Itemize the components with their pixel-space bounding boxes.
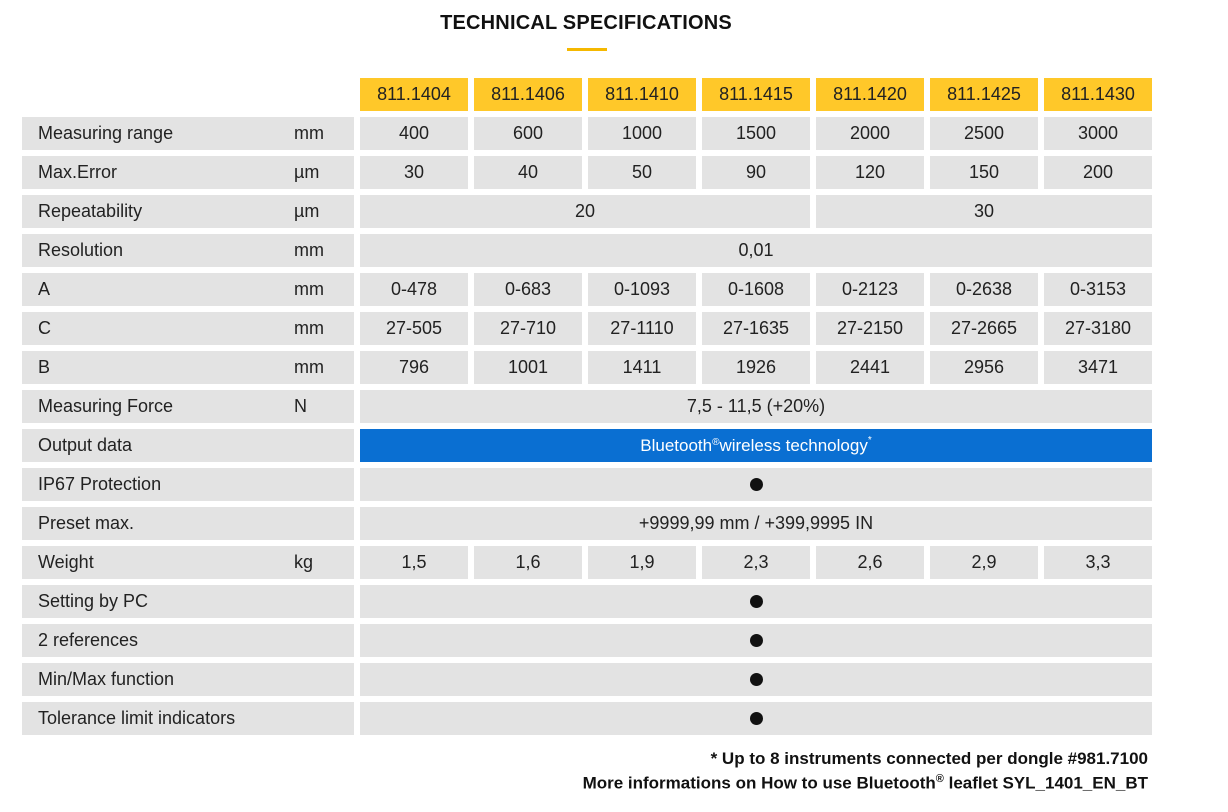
value-cell: 2,6: [816, 546, 924, 579]
label-text: Output data: [38, 435, 133, 455]
label-text: Measuring Force: [38, 396, 174, 416]
value-cell: [360, 624, 1152, 657]
page-title: TECHNICAL SPECIFICATIONS: [440, 12, 732, 34]
registered-mark: ®: [935, 773, 944, 785]
unit-text: kg: [294, 552, 314, 572]
value-cell: 2956: [930, 351, 1038, 384]
value-cell: [360, 468, 1152, 501]
value-cell: 0-1608: [702, 273, 810, 306]
row-label-minmax: [22, 663, 354, 696]
bluetooth-value-cell: [360, 429, 1152, 462]
label-text: Preset max.: [38, 513, 135, 533]
spec-table: [22, 78, 1152, 735]
value-cell: 27-3180: [1044, 312, 1152, 345]
value-cell: 2,9: [930, 546, 1038, 579]
value-cell: 7,5 - 11,5 (+20%): [360, 390, 1152, 423]
row-label-weight: [22, 546, 354, 579]
model-header: 811.1406: [474, 78, 582, 111]
unit-text: N: [294, 396, 307, 416]
unit-text: mm: [294, 318, 324, 338]
label-text: Tolerance limit indicators: [38, 708, 236, 728]
value-cell: 0-478: [360, 273, 468, 306]
registered-mark: ®: [712, 437, 720, 448]
filled-dot-icon: [750, 478, 763, 491]
unit-text: mm: [294, 240, 324, 260]
label-text: Max.Error: [38, 162, 118, 182]
unit-text: µm: [294, 162, 320, 182]
filled-dot-icon: [750, 595, 763, 608]
row-label-repeatability: [22, 195, 354, 228]
value-cell: 400: [360, 117, 468, 150]
value-cell: 50: [588, 156, 696, 189]
label-text: Repeatability: [38, 201, 143, 221]
value-cell: 40: [474, 156, 582, 189]
value-cell: 90: [702, 156, 810, 189]
value-cell: 1,5: [360, 546, 468, 579]
asterisk-mark: *: [867, 435, 872, 446]
row-label-measuring-range: [22, 117, 354, 150]
value-cell: 20: [360, 195, 810, 228]
value-cell: 27-1110: [588, 312, 696, 345]
label-text: C: [38, 318, 51, 338]
filled-dot-icon: [750, 634, 763, 647]
value-cell: [360, 702, 1152, 735]
value-cell: 30: [360, 156, 468, 189]
row-label-preset-max: [22, 507, 354, 540]
label-text: A: [38, 279, 51, 299]
label-text: IP67 Protection: [38, 474, 162, 494]
value-cell: 1,6: [474, 546, 582, 579]
label-text: Weight: [38, 552, 94, 572]
row-label-two-references: [22, 624, 354, 657]
value-cell: 1411: [588, 351, 696, 384]
filled-dot-icon: [750, 712, 763, 725]
label-text: Resolution: [38, 240, 124, 260]
value-cell: 27-2665: [930, 312, 1038, 345]
row-label-output-data: [22, 429, 354, 462]
bluetooth-text: Bluetooth: [640, 435, 713, 455]
value-cell: 2500: [930, 117, 1038, 150]
row-label-c: [22, 312, 354, 345]
value-cell: 1000: [588, 117, 696, 150]
unit-text: mm: [294, 123, 324, 143]
value-cell: 1,9: [588, 546, 696, 579]
value-cell: 2000: [816, 117, 924, 150]
unit-text: mm: [294, 357, 324, 377]
value-cell: 3000: [1044, 117, 1152, 150]
label-text: Min/Max function: [38, 669, 175, 689]
value-cell: 0-1093: [588, 273, 696, 306]
value-cell: [360, 585, 1152, 618]
row-label-measuring-force: [22, 390, 354, 423]
value-cell: 120: [816, 156, 924, 189]
value-cell: 0,01: [360, 234, 1152, 267]
header-blank: [22, 78, 354, 111]
value-cell: 200: [1044, 156, 1152, 189]
value-cell: 1500: [702, 117, 810, 150]
value-cell: 0-2638: [930, 273, 1038, 306]
value-cell: 27-1635: [702, 312, 810, 345]
value-cell: 0-683: [474, 273, 582, 306]
value-cell: 796: [360, 351, 468, 384]
value-cell: 600: [474, 117, 582, 150]
filled-dot-icon: [750, 673, 763, 686]
row-label-tolerance: [22, 702, 354, 735]
footnote-text: More informations on How to use Bluetooth: [582, 773, 936, 793]
value-cell: +9999,99 mm / +399,9995 IN: [360, 507, 1152, 540]
title-underline: [567, 48, 607, 51]
model-header: 811.1415: [702, 78, 810, 111]
label-text: Measuring range: [38, 123, 174, 143]
row-label-b: [22, 351, 354, 384]
value-cell: 0-3153: [1044, 273, 1152, 306]
footnote-dongle: * Up to 8 instruments connected per dongle #981.7100: [710, 749, 1148, 768]
label-text: Setting by PC: [38, 591, 149, 611]
footnote-text-rest: leaflet SYL_1401_EN_BT: [943, 773, 1148, 793]
value-cell: 1926: [702, 351, 810, 384]
value-cell: 1001: [474, 351, 582, 384]
label-text: B: [38, 357, 51, 377]
value-cell: 27-2150: [816, 312, 924, 345]
bluetooth-text-rest: wireless technology: [719, 435, 868, 455]
row-label-setting-pc: [22, 585, 354, 618]
value-cell: 3471: [1044, 351, 1152, 384]
row-label-resolution: [22, 234, 354, 267]
value-cell: 150: [930, 156, 1038, 189]
label-text: 2 references: [38, 630, 139, 650]
value-cell: 27-505: [360, 312, 468, 345]
model-header: 811.1430: [1044, 78, 1152, 111]
value-cell: [360, 663, 1152, 696]
value-cell: 2,3: [702, 546, 810, 579]
row-label-max-error: [22, 156, 354, 189]
model-header: 811.1420: [816, 78, 924, 111]
unit-text: mm: [294, 279, 324, 299]
value-cell: 27-710: [474, 312, 582, 345]
unit-text: µm: [294, 201, 320, 221]
row-label-ip67: [22, 468, 354, 501]
model-header: 811.1410: [588, 78, 696, 111]
model-header: 811.1404: [360, 78, 468, 111]
model-header: 811.1425: [930, 78, 1038, 111]
footnote-leaflet: [583, 773, 1148, 794]
value-cell: 0-2123: [816, 273, 924, 306]
value-cell: 3,3: [1044, 546, 1152, 579]
row-label-a: [22, 273, 354, 306]
value-cell: 30: [816, 195, 1152, 228]
value-cell: 2441: [816, 351, 924, 384]
